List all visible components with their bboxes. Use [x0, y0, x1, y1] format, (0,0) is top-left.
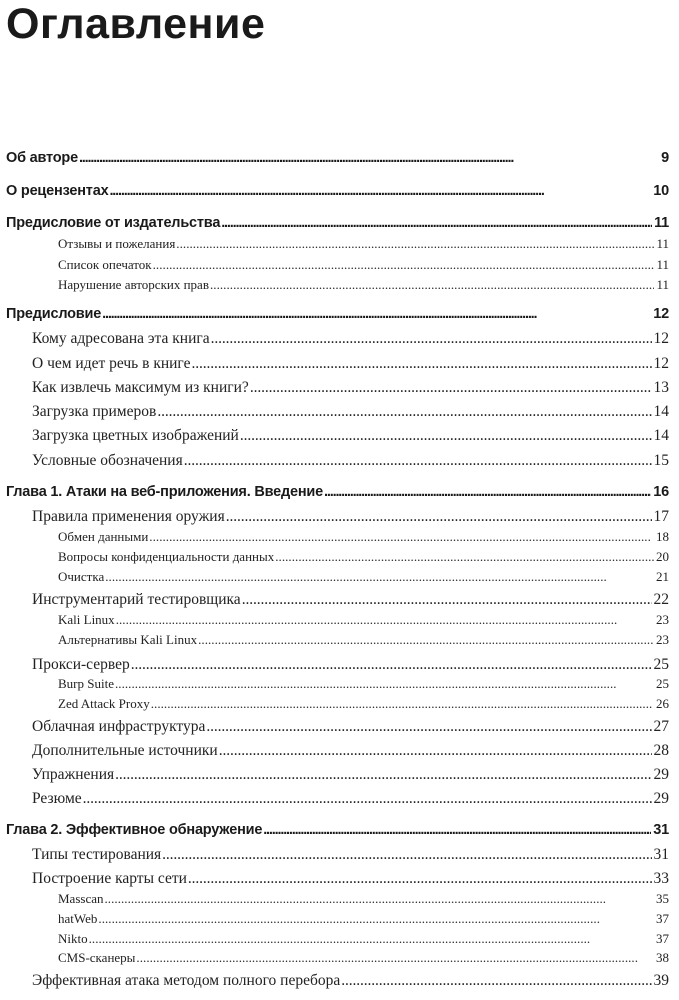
- toc-entry-label: Список опечаток: [58, 257, 152, 272]
- toc-entry-label: Zed Attack Proxy: [58, 696, 150, 711]
- dot-leader: [184, 452, 652, 470]
- dot-leader: [115, 676, 654, 692]
- toc-entry-label: Глава 2. Эффективное обнаружение: [6, 822, 263, 838]
- toc-page-number: 12: [653, 355, 669, 372]
- toc-entry[interactable]: [32, 403, 669, 421]
- dot-leader: [221, 215, 652, 231]
- toc-entry-label: Вопросы конфиденциальности данных: [58, 549, 275, 564]
- toc-page-number: 22: [653, 591, 669, 608]
- toc-entry[interactable]: [58, 529, 669, 545]
- toc-entry-label: Резюме: [32, 790, 82, 807]
- toc-entry[interactable]: [32, 591, 669, 609]
- toc-page-number: 25: [653, 656, 669, 673]
- toc-entry[interactable]: [58, 257, 669, 273]
- toc-page-number: 12: [653, 306, 669, 322]
- toc-page-number: 38: [656, 950, 669, 965]
- dot-leader: [131, 656, 652, 674]
- dot-leader: [157, 403, 651, 421]
- dot-leader: [176, 236, 654, 252]
- toc-entry-label: Облачная инфраструктура: [32, 718, 206, 735]
- toc-page-number: 23: [656, 632, 669, 647]
- toc-entry[interactable]: [32, 452, 669, 470]
- toc-page-number: 17: [653, 508, 669, 525]
- toc-page-number: 15: [653, 452, 669, 469]
- toc-entry[interactable]: [32, 656, 669, 674]
- toc-entry-label: О рецензентах: [6, 183, 109, 199]
- toc-entry-label: Построение карты сети: [32, 870, 187, 887]
- toc-entry[interactable]: [58, 891, 669, 907]
- dot-leader: [102, 306, 651, 322]
- dot-leader: [98, 911, 654, 927]
- dot-leader: [191, 355, 651, 373]
- dot-leader: [324, 484, 651, 500]
- toc-entry-label: CMS-сканеры: [58, 950, 136, 965]
- toc-page-number: 29: [653, 766, 669, 783]
- toc-entry-label: Типы тестирования: [32, 846, 162, 863]
- dot-leader: [162, 846, 651, 864]
- toc-entry[interactable]: [58, 236, 669, 252]
- toc-entry-label: Nikto: [58, 931, 88, 946]
- dot-leader: [136, 950, 654, 966]
- toc-entry[interactable]: [32, 355, 669, 373]
- dot-leader: [250, 379, 652, 397]
- toc-entry[interactable]: [32, 508, 669, 526]
- toc-entry-label: Masscan: [58, 891, 104, 906]
- dot-leader: [79, 150, 659, 166]
- toc-entry-label: Предисловие от издательства: [6, 215, 221, 231]
- toc-page-number: 39: [653, 972, 669, 989]
- dot-leader: [263, 822, 651, 838]
- toc-page-number: 28: [653, 742, 669, 759]
- toc-entry-label: Предисловие: [6, 306, 102, 322]
- dot-leader: [275, 549, 654, 565]
- toc-page-number: 14: [653, 403, 669, 420]
- dot-leader: [116, 612, 654, 628]
- toc-page-number: 20: [656, 549, 669, 564]
- dot-leader: [89, 931, 654, 947]
- toc-entry[interactable]: [6, 183, 669, 199]
- page-title: Оглавление: [6, 0, 266, 48]
- toc-page-number: 37: [656, 911, 669, 926]
- toc-entry-label: Обмен данными: [58, 529, 149, 544]
- toc-page-number: 11: [656, 257, 669, 272]
- toc-entry-label: Как извлечь максимум из книги?: [32, 379, 249, 396]
- toc-entry-label: hatWeb: [58, 911, 98, 926]
- toc-page-number: 26: [656, 696, 669, 711]
- dot-leader: [206, 718, 651, 736]
- dot-leader: [240, 427, 652, 445]
- toc-entry[interactable]: [32, 790, 669, 808]
- dot-leader: [115, 766, 651, 784]
- toc-entry-label: Загрузка примеров: [32, 403, 157, 420]
- toc-entry[interactable]: [58, 612, 669, 628]
- toc-entry-label: Прокси-сервер: [32, 656, 130, 673]
- toc-entry[interactable]: [32, 427, 669, 445]
- toc-entry[interactable]: [58, 696, 669, 712]
- dot-leader: [153, 257, 655, 273]
- toc-entry-label: Эффективная атака методом полного перебора: [32, 972, 341, 989]
- toc-entry[interactable]: [32, 846, 669, 864]
- toc-entry-label: Очистка: [58, 569, 105, 584]
- dot-leader: [149, 529, 654, 545]
- toc-entry-label: Нарушение авторских прав: [58, 277, 209, 292]
- dot-leader: [226, 508, 652, 526]
- toc-page-number: 33: [653, 870, 669, 887]
- toc-entry[interactable]: [32, 379, 669, 397]
- toc-entry-label: Правила применения оружия: [32, 508, 225, 525]
- toc-page-number: 9: [661, 150, 669, 166]
- toc-entry[interactable]: [58, 931, 669, 947]
- toc-page-number: 13: [653, 379, 669, 396]
- toc-entry[interactable]: [6, 215, 669, 231]
- dot-leader: [211, 330, 652, 348]
- toc-entry[interactable]: [6, 306, 669, 322]
- dot-leader: [242, 591, 652, 609]
- dot-leader: [188, 870, 652, 888]
- toc-page-number: 11: [654, 215, 669, 231]
- toc-entry[interactable]: [32, 766, 669, 784]
- dot-leader: [210, 277, 655, 293]
- toc-page-number: 37: [656, 931, 669, 946]
- toc-entry[interactable]: [58, 632, 669, 648]
- toc-entry-label: Burp Suite: [58, 676, 114, 691]
- toc-entry-label: Инструментарий тестировщика: [32, 591, 241, 608]
- toc-entry[interactable]: [32, 742, 669, 760]
- toc-page-number: 35: [656, 891, 669, 906]
- toc-page-number: 31: [653, 846, 669, 863]
- toc-entry-label: Альтернативы Kali Linux: [58, 632, 198, 647]
- toc-page-number: 12: [653, 330, 669, 347]
- toc-entry[interactable]: [32, 870, 669, 888]
- toc-entry[interactable]: [58, 676, 669, 692]
- dot-leader: [83, 790, 652, 808]
- toc-entry-label: Дополнительные источники: [32, 742, 218, 759]
- toc-entry[interactable]: [32, 972, 669, 990]
- dot-leader: [198, 632, 654, 648]
- toc-entry-label: Упражнения: [32, 766, 115, 783]
- toc-entry[interactable]: [6, 822, 669, 838]
- dot-leader: [105, 891, 655, 907]
- toc-page-number: 21: [656, 569, 669, 584]
- toc-page-number: 29: [653, 790, 669, 807]
- toc-entry[interactable]: [58, 911, 669, 927]
- toc-page-number: 16: [653, 484, 669, 500]
- toc-entry[interactable]: [32, 330, 669, 348]
- toc-page-number: 11: [656, 277, 669, 292]
- dot-leader: [219, 742, 652, 760]
- dot-leader: [105, 569, 654, 585]
- toc-entry-label: Об авторе: [6, 150, 78, 166]
- toc-entry-label: Кому адресована эта книга: [32, 330, 210, 347]
- toc-page-number: 11: [656, 236, 669, 251]
- toc-page-number: 10: [653, 183, 669, 199]
- dot-leader: [151, 696, 654, 712]
- toc-page-number: 18: [656, 529, 669, 544]
- toc-entry[interactable]: [6, 150, 669, 166]
- dot-leader: [341, 972, 651, 990]
- toc-page-number: 14: [653, 427, 669, 444]
- toc-entry-label: Отзывы и пожелания: [58, 236, 176, 251]
- toc-entry-label: Глава 1. Атаки на веб-приложения. Введение: [6, 484, 324, 500]
- toc-entry-label: Условные обозначения: [32, 452, 183, 469]
- toc-entry[interactable]: [58, 950, 669, 966]
- toc-entry[interactable]: [58, 277, 669, 293]
- toc-page-number: 23: [656, 612, 669, 627]
- toc-entry[interactable]: [58, 569, 669, 585]
- toc-entry-label: Загрузка цветных изображений: [32, 427, 239, 444]
- dot-leader: [109, 183, 651, 199]
- toc-page-number: 27: [653, 718, 669, 735]
- toc-page-number: 31: [653, 822, 669, 838]
- toc-entry[interactable]: [6, 484, 669, 500]
- toc-entry-label: О чем идет речь в книге: [32, 355, 191, 372]
- toc-page-number: 25: [656, 676, 669, 691]
- toc-entry[interactable]: [32, 718, 669, 736]
- toc-entry[interactable]: [58, 549, 669, 565]
- toc-entry-label: Kali Linux: [58, 612, 115, 627]
